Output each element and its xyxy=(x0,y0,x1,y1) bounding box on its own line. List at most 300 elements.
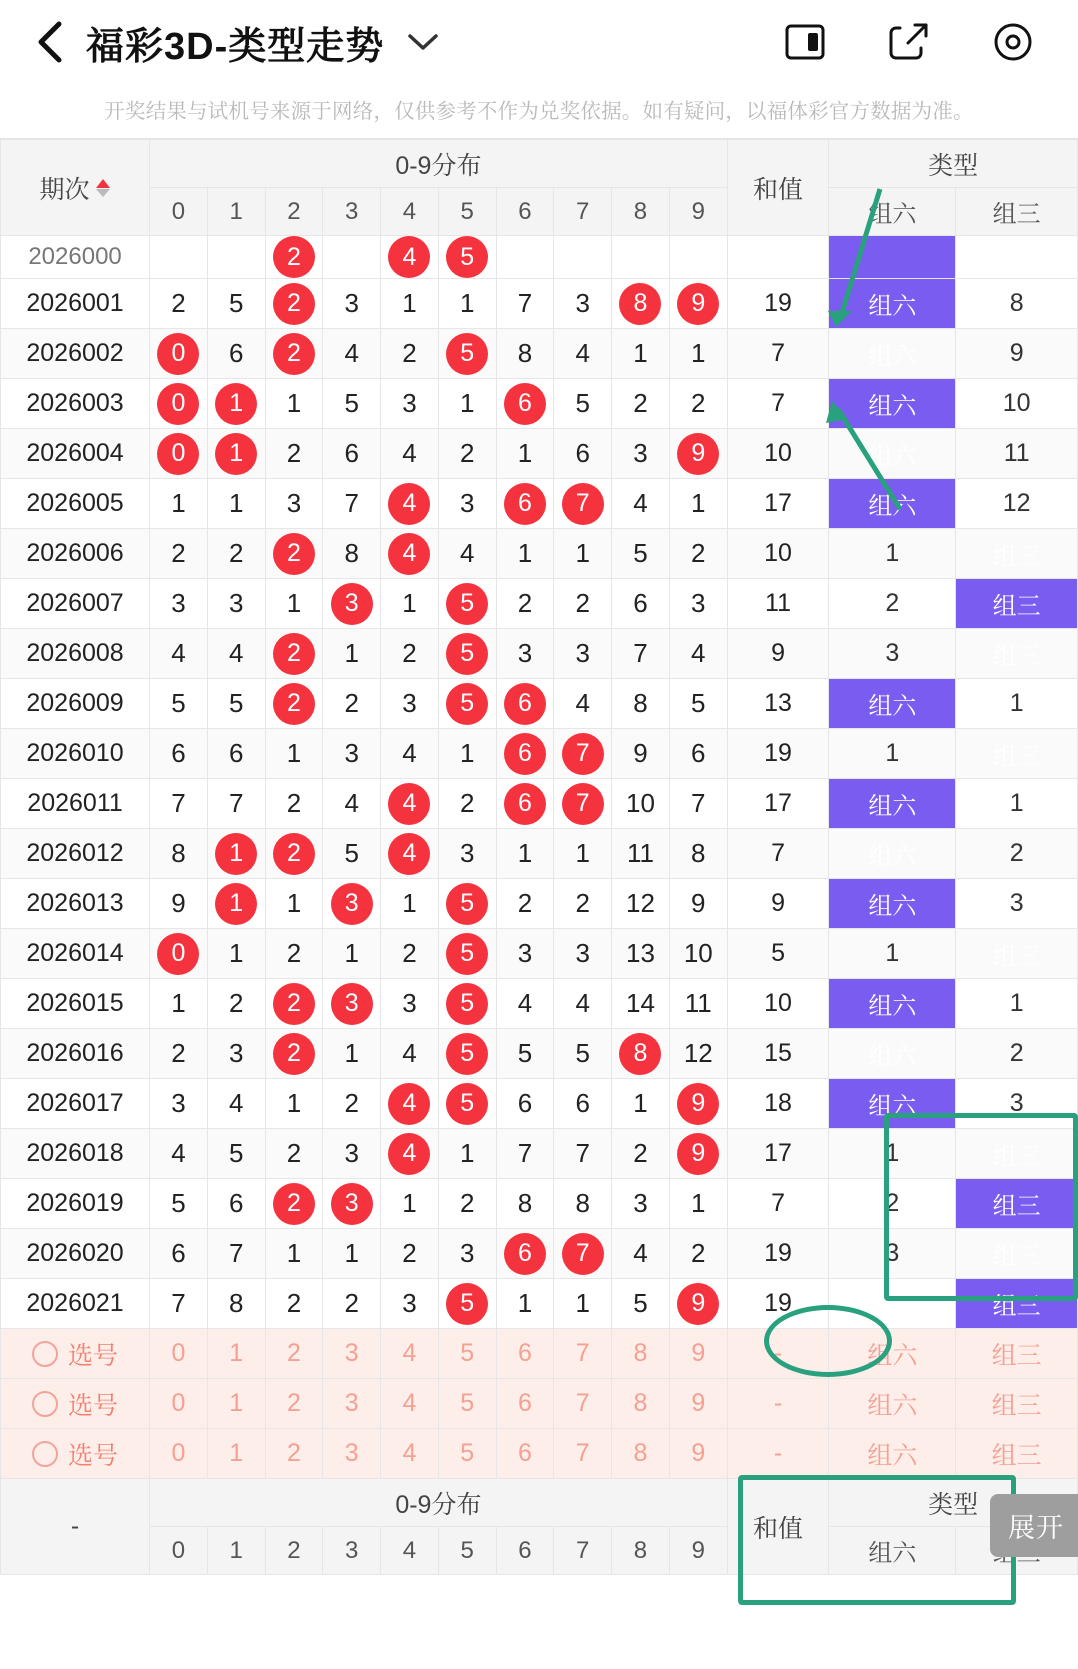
cell-digit-4: 1 xyxy=(381,579,439,629)
zu6-cell[interactable]: 组六 xyxy=(829,979,956,1029)
pick-digit-1[interactable]: 1 xyxy=(207,1429,265,1479)
pick-digit-2[interactable]: 2 xyxy=(265,1379,323,1429)
zu6-cell[interactable]: 2 xyxy=(829,579,956,629)
issue-cell: 2026008 xyxy=(1,629,150,679)
cell-digit-4 xyxy=(381,236,439,279)
pick-digit-2[interactable]: 2 xyxy=(265,1329,323,1379)
zu3-cell[interactable]: 12 xyxy=(956,479,1078,529)
cell-digit-5: 2 xyxy=(438,1179,496,1229)
table-row[interactable] xyxy=(1,1129,1078,1179)
title-dropdown-button[interactable] xyxy=(406,31,440,53)
pick-digit-1[interactable]: 1 xyxy=(207,1379,265,1429)
table-row[interactable] xyxy=(1,1179,1078,1229)
pick-digit-7[interactable]: 7 xyxy=(554,1379,612,1429)
cell-digit-6 xyxy=(496,729,554,779)
zu3-cell[interactable]: 2 xyxy=(956,829,1078,879)
table-row[interactable] xyxy=(1,1079,1078,1129)
pick-digit-9[interactable]: 9 xyxy=(669,1429,727,1479)
pick-row[interactable] xyxy=(1,1379,1078,1429)
zu3-cell[interactable]: 11 xyxy=(956,429,1078,479)
issue-cell: 2026010 xyxy=(1,729,150,779)
cell-digit-8: 4 xyxy=(612,479,670,529)
sum-cell: 7 xyxy=(727,829,829,879)
cell-digit-9: 3 xyxy=(669,579,727,629)
pick-digit-5[interactable]: 5 xyxy=(438,1329,496,1379)
cell-digit-5 xyxy=(438,1029,496,1079)
sum-cell: 13 xyxy=(727,679,829,729)
zu6-cell[interactable]: 3 xyxy=(829,1229,956,1279)
table-row[interactable] xyxy=(1,1279,1078,1329)
zu6-cell[interactable]: 3 xyxy=(829,629,956,679)
cell-digit-7: 3 xyxy=(554,929,612,979)
zu6-cell[interactable]: 2 xyxy=(829,1179,956,1229)
cell-digit-3 xyxy=(323,236,381,279)
cell-digit-1: 6 xyxy=(207,1179,265,1229)
table-row[interactable] xyxy=(1,929,1078,979)
pick-digit-4[interactable]: 4 xyxy=(381,1379,439,1429)
zu6-cell[interactable]: 1 xyxy=(829,529,956,579)
cell-digit-6: 7 xyxy=(496,279,554,329)
cell-digit-8 xyxy=(612,1029,670,1079)
pick-label: 选号 xyxy=(68,1441,119,1470)
hit-ball: 2 xyxy=(273,1033,315,1075)
cell-digit-3: 1 xyxy=(323,1229,381,1279)
cell-digit-7: 7 xyxy=(554,1129,612,1179)
digit-header-3: 3 xyxy=(323,188,381,236)
zu3-cell[interactable]: 组三 xyxy=(956,1129,1078,1179)
issue-cell: 2026012 xyxy=(1,829,150,879)
table-row[interactable] xyxy=(1,629,1078,679)
sum-cell: 17 xyxy=(727,1129,829,1179)
zu6-cell[interactable]: 组六 xyxy=(829,329,956,379)
digit-header-8: 8 xyxy=(612,188,670,236)
issue-header-cell[interactable] xyxy=(1,140,150,236)
cell-digit-4: 1 xyxy=(381,879,439,929)
cell-digit-7: 4 xyxy=(554,329,612,379)
sum-cell: 15 xyxy=(727,1029,829,1079)
zu3-cell[interactable]: 2 xyxy=(956,1029,1078,1079)
footer-digit-7: 7 xyxy=(554,1527,612,1575)
hit-ball: 8 xyxy=(619,1033,661,1075)
zu3-cell[interactable]: 组三 xyxy=(956,929,1078,979)
zu3-cell[interactable]: 3 xyxy=(956,879,1078,929)
pick-digit-7[interactable]: 7 xyxy=(554,1329,612,1379)
sum-cell: 19 xyxy=(727,279,829,329)
hit-ball: 6 xyxy=(504,733,546,775)
cell-digit-0: 4 xyxy=(150,1129,208,1179)
cell-digit-3: 1 xyxy=(323,929,381,979)
table-row[interactable] xyxy=(1,829,1078,879)
cell-digit-7: 1 xyxy=(554,1279,612,1329)
cell-digit-8: 6 xyxy=(612,579,670,629)
cell-digit-3: 2 xyxy=(323,1079,381,1129)
pick-sum-cell: - xyxy=(727,1329,829,1379)
pick-digit-6[interactable]: 6 xyxy=(496,1429,554,1479)
cell-digit-6: 4 xyxy=(496,979,554,1029)
hit-ball: 5 xyxy=(446,683,488,725)
issue-cell: 2026004 xyxy=(1,429,150,479)
cell-digit-3: 1 xyxy=(323,1029,381,1079)
zu3-cell[interactable]: 8 xyxy=(956,279,1078,329)
zu3-cell[interactable] xyxy=(956,236,1078,279)
cell-digit-8: 11 xyxy=(612,829,670,879)
zu6-cell[interactable]: 组六 xyxy=(829,1079,956,1129)
cell-digit-2 xyxy=(265,979,323,1029)
cell-digit-0: 5 xyxy=(150,679,208,729)
cell-digit-6: 6 xyxy=(496,1079,554,1129)
app-header xyxy=(0,0,1078,84)
pick-digit-8[interactable]: 8 xyxy=(612,1379,670,1429)
hit-ball: 6 xyxy=(504,683,546,725)
cell-digit-5: 3 xyxy=(438,1229,496,1279)
cell-digit-1: 2 xyxy=(207,979,265,1029)
cell-digit-2 xyxy=(265,329,323,379)
zu6-cell[interactable]: 组六 xyxy=(829,429,956,479)
hit-ball: 4 xyxy=(388,236,430,278)
pick-zu3-cell[interactable]: 组三 xyxy=(956,1379,1078,1429)
cell-digit-0 xyxy=(150,929,208,979)
cell-digit-5: 2 xyxy=(438,779,496,829)
cell-digit-3: 1 xyxy=(323,629,381,679)
footer-distribution-header: 0-9分布 xyxy=(150,1479,728,1527)
cell-digit-8: 13 xyxy=(612,929,670,979)
back-icon[interactable] xyxy=(28,20,72,64)
cell-digit-3: 5 xyxy=(323,379,381,429)
hit-ball: 5 xyxy=(446,583,488,625)
hit-ball: 4 xyxy=(388,783,430,825)
pick-zu6-cell[interactable]: 组六 xyxy=(829,1379,956,1429)
cell-digit-0: 3 xyxy=(150,1079,208,1129)
zu6-cell[interactable]: 组六 xyxy=(829,1029,956,1079)
issue-cell: 2026020 xyxy=(1,1229,150,1279)
pick-zu3-cell[interactable]: 组三 xyxy=(956,1329,1078,1379)
footer-digit-3: 3 xyxy=(323,1527,381,1575)
pick-row[interactable] xyxy=(1,1429,1078,1479)
cell-digit-7: 4 xyxy=(554,679,612,729)
zu3-cell[interactable]: 3 xyxy=(956,1079,1078,1129)
chevron-down-icon xyxy=(406,31,440,53)
zu3-cell[interactable]: 组三 xyxy=(956,529,1078,579)
issue-cell: 2026002 xyxy=(1,329,150,379)
zu3-cell[interactable]: 组三 xyxy=(956,629,1078,679)
hit-ball: 5 xyxy=(446,333,488,375)
cell-digit-6: 1 xyxy=(496,529,554,579)
cell-digit-3: 8 xyxy=(323,529,381,579)
hit-ball: 0 xyxy=(157,433,199,475)
zu6-cell[interactable] xyxy=(829,236,956,279)
cell-digit-6: 1 xyxy=(496,1279,554,1329)
table-row[interactable] xyxy=(1,479,1078,529)
digit-header-6: 6 xyxy=(496,188,554,236)
cell-digit-2: 1 xyxy=(265,379,323,429)
table-row[interactable] xyxy=(1,879,1078,929)
zu3-header: 组三 xyxy=(956,188,1078,236)
cell-digit-5 xyxy=(438,1279,496,1329)
pick-digit-0[interactable]: 0 xyxy=(150,1329,208,1379)
cell-digit-5: 1 xyxy=(438,1129,496,1179)
trend-table xyxy=(0,139,1078,1575)
cell-digit-7: 3 xyxy=(554,629,612,679)
sum-cell: 19 xyxy=(727,1279,829,1329)
hit-ball: 5 xyxy=(446,633,488,675)
pick-radio-icon[interactable] xyxy=(32,1341,58,1367)
cell-digit-1 xyxy=(207,429,265,479)
table-body xyxy=(1,236,1078,1479)
cell-digit-4 xyxy=(381,529,439,579)
table-sub-header-row xyxy=(1,188,1078,236)
pick-zu3-cell[interactable]: 组三 xyxy=(956,1429,1078,1479)
cell-digit-4 xyxy=(381,1079,439,1129)
cell-digit-9: 9 xyxy=(669,879,727,929)
pick-digit-2[interactable]: 2 xyxy=(265,1429,323,1479)
hit-ball: 3 xyxy=(331,1183,373,1225)
cell-digit-2 xyxy=(265,679,323,729)
cell-digit-6: 8 xyxy=(496,329,554,379)
table-row-clipped[interactable] xyxy=(1,236,1078,279)
cell-digit-2: 2 xyxy=(265,1279,323,1329)
zu3-cell[interactable]: 组三 xyxy=(956,579,1078,629)
cell-digit-3: 3 xyxy=(323,1129,381,1179)
cell-digit-2 xyxy=(265,529,323,579)
hit-ball: 7 xyxy=(562,1233,604,1275)
zu3-cell[interactable]: 1 xyxy=(956,679,1078,729)
trend-table-container[interactable] xyxy=(0,138,1078,1575)
cell-digit-8: 12 xyxy=(612,879,670,929)
pick-row[interactable] xyxy=(1,1329,1078,1379)
pick-digit-8[interactable]: 8 xyxy=(612,1329,670,1379)
cell-digit-2: 1 xyxy=(265,879,323,929)
share-icon[interactable] xyxy=(886,19,932,65)
zu3-cell[interactable]: 组三 xyxy=(956,1279,1078,1329)
cell-digit-0: 9 xyxy=(150,879,208,929)
zu6-cell[interactable]: 组六 xyxy=(829,779,956,829)
zu3-cell[interactable]: 1 xyxy=(956,979,1078,1029)
cell-digit-9: 2 xyxy=(669,1229,727,1279)
hit-ball: 4 xyxy=(388,1133,430,1175)
cell-digit-6: 8 xyxy=(496,1179,554,1229)
zu6-cell[interactable]: 组六 xyxy=(829,279,956,329)
zu3-cell[interactable]: 1 xyxy=(956,779,1078,829)
table-row[interactable] xyxy=(1,329,1078,379)
expand-button[interactable]: 展开 xyxy=(990,1494,1078,1557)
pick-digit-0[interactable]: 0 xyxy=(150,1379,208,1429)
sum-cell: 17 xyxy=(727,479,829,529)
zu3-cell[interactable]: 组三 xyxy=(956,729,1078,779)
pick-label-cell[interactable] xyxy=(1,1379,150,1429)
table-row[interactable] xyxy=(1,729,1078,779)
table-row[interactable] xyxy=(1,379,1078,429)
zu6-cell[interactable]: 组六 xyxy=(829,879,956,929)
cell-digit-7 xyxy=(554,779,612,829)
cell-digit-0: 6 xyxy=(150,1229,208,1279)
pick-label-cell[interactable] xyxy=(1,1429,150,1479)
table-row[interactable] xyxy=(1,279,1078,329)
pick-zu6-cell[interactable]: 组六 xyxy=(829,1329,956,1379)
sum-cell: 7 xyxy=(727,329,829,379)
cell-digit-1: 7 xyxy=(207,779,265,829)
cell-digit-0: 2 xyxy=(150,529,208,579)
table-row[interactable] xyxy=(1,679,1078,729)
cell-digit-0: 5 xyxy=(150,1179,208,1229)
zu6-cell[interactable]: 组六 xyxy=(829,679,956,729)
table-row[interactable] xyxy=(1,779,1078,829)
cell-digit-8: 5 xyxy=(612,1279,670,1329)
footer-type-header: 类型 xyxy=(829,1479,1078,1527)
cell-digit-9 xyxy=(669,236,727,279)
table-row[interactable] xyxy=(1,529,1078,579)
cell-digit-3: 5 xyxy=(323,829,381,879)
pick-digit-9[interactable]: 9 xyxy=(669,1329,727,1379)
table-row[interactable] xyxy=(1,1029,1078,1079)
cell-digit-2: 2 xyxy=(265,779,323,829)
zu6-cell[interactable]: 组六 xyxy=(829,379,956,429)
pick-digit-3[interactable]: 3 xyxy=(323,1429,381,1479)
pick-digit-7[interactable]: 7 xyxy=(554,1429,612,1479)
cell-digit-4: 2 xyxy=(381,629,439,679)
hit-ball: 3 xyxy=(331,583,373,625)
pick-sum-cell: - xyxy=(727,1379,829,1429)
issue-cell: 2026021 xyxy=(1,1279,150,1329)
zu3-cell[interactable]: 组三 xyxy=(956,1229,1078,1279)
table-row[interactable] xyxy=(1,979,1078,1029)
pick-digit-1[interactable]: 1 xyxy=(207,1329,265,1379)
pick-digit-0[interactable]: 0 xyxy=(150,1429,208,1479)
pick-digit-8[interactable]: 8 xyxy=(612,1429,670,1479)
cell-digit-1: 1 xyxy=(207,929,265,979)
cell-digit-6: 1 xyxy=(496,429,554,479)
pick-digit-4[interactable]: 4 xyxy=(381,1329,439,1379)
cell-digit-5: 1 xyxy=(438,729,496,779)
cell-digit-4: 3 xyxy=(381,979,439,1029)
cell-digit-2: 1 xyxy=(265,1079,323,1129)
sum-cell: 7 xyxy=(727,1179,829,1229)
cell-digit-6 xyxy=(496,679,554,729)
cell-digit-7: 5 xyxy=(554,379,612,429)
zu6-cell[interactable]: 1 xyxy=(829,929,956,979)
cell-digit-1: 3 xyxy=(207,579,265,629)
cell-digit-0 xyxy=(150,329,208,379)
pick-digit-3[interactable]: 3 xyxy=(323,1329,381,1379)
cell-digit-0: 1 xyxy=(150,479,208,529)
pick-digit-5[interactable]: 5 xyxy=(438,1429,496,1479)
pick-radio-icon[interactable] xyxy=(32,1391,58,1417)
cell-digit-9: 4 xyxy=(669,629,727,679)
hit-ball: 9 xyxy=(677,433,719,475)
cell-digit-6 xyxy=(496,1229,554,1279)
cell-digit-1 xyxy=(207,879,265,929)
cell-digit-7: 4 xyxy=(554,979,612,1029)
cell-digit-6: 1 xyxy=(496,829,554,879)
cell-digit-5: 2 xyxy=(438,429,496,479)
table-row[interactable] xyxy=(1,1229,1078,1279)
zu6-header: 组六 xyxy=(829,188,956,236)
cell-digit-7: 2 xyxy=(554,879,612,929)
cell-digit-0: 8 xyxy=(150,829,208,879)
zu3-cell[interactable]: 组三 xyxy=(956,1179,1078,1229)
cell-digit-9: 6 xyxy=(669,729,727,779)
hit-ball: 1 xyxy=(215,383,257,425)
hit-ball: 5 xyxy=(446,1283,488,1325)
cell-digit-0: 2 xyxy=(150,279,208,329)
cell-digit-1 xyxy=(207,829,265,879)
zu6-cell[interactable]: 1 xyxy=(829,729,956,779)
table-row[interactable] xyxy=(1,429,1078,479)
issue-cell: 2026006 xyxy=(1,529,150,579)
cell-digit-2 xyxy=(265,1029,323,1079)
cell-digit-2 xyxy=(265,1179,323,1229)
cell-digit-1: 7 xyxy=(207,1229,265,1279)
cell-digit-8: 1 xyxy=(612,1079,670,1129)
pick-digit-9[interactable]: 9 xyxy=(669,1379,727,1429)
hit-ball: 6 xyxy=(504,1233,546,1275)
cell-digit-4: 1 xyxy=(381,279,439,329)
cell-digit-7: 3 xyxy=(554,279,612,329)
pick-digit-6[interactable]: 6 xyxy=(496,1379,554,1429)
pick-digit-4[interactable]: 4 xyxy=(381,1429,439,1479)
zu6-cell[interactable]: 1 xyxy=(829,1129,956,1179)
cell-digit-1: 3 xyxy=(207,1029,265,1079)
cell-digit-9 xyxy=(669,1129,727,1179)
issue-cell: 2026005 xyxy=(1,479,150,529)
cell-digit-8: 3 xyxy=(612,429,670,479)
pick-radio-icon[interactable] xyxy=(32,1441,58,1467)
cell-digit-3: 2 xyxy=(323,1279,381,1329)
cell-digit-1: 5 xyxy=(207,1129,265,1179)
cell-digit-5 xyxy=(438,236,496,279)
cell-digit-6 xyxy=(496,779,554,829)
sum-cell: 17 xyxy=(727,779,829,829)
cell-digit-4: 2 xyxy=(381,929,439,979)
footer-sum-header: 和值 xyxy=(727,1479,829,1575)
cell-digit-3: 4 xyxy=(323,779,381,829)
cell-digit-3: 2 xyxy=(323,679,381,729)
target-icon[interactable] xyxy=(990,19,1036,65)
hit-ball: 2 xyxy=(273,236,315,278)
pick-digit-5[interactable]: 5 xyxy=(438,1379,496,1429)
pick-digit-3[interactable]: 3 xyxy=(323,1379,381,1429)
layout-panel-icon[interactable] xyxy=(782,19,828,65)
zu6-cell[interactable]: 组六 xyxy=(829,479,956,529)
table-row[interactable] xyxy=(1,579,1078,629)
cell-digit-1: 2 xyxy=(207,529,265,579)
hit-ball: 3 xyxy=(331,983,373,1025)
cell-digit-1: 6 xyxy=(207,729,265,779)
cell-digit-7: 1 xyxy=(554,529,612,579)
hit-ball: 2 xyxy=(273,333,315,375)
pick-label-cell[interactable] xyxy=(1,1329,150,1379)
pick-digit-6[interactable]: 6 xyxy=(496,1329,554,1379)
hit-ball: 7 xyxy=(562,733,604,775)
cell-digit-9 xyxy=(669,429,727,479)
hit-ball: 2 xyxy=(273,1183,315,1225)
zu6-cell[interactable]: 组六 xyxy=(829,829,956,879)
zu3-cell[interactable]: 10 xyxy=(956,379,1078,429)
hit-ball: 6 xyxy=(504,383,546,425)
sum-cell: 7 xyxy=(727,379,829,429)
cell-digit-2 xyxy=(265,829,323,879)
digit-header-9: 9 xyxy=(669,188,727,236)
pick-zu6-cell[interactable]: 组六 xyxy=(829,1429,956,1479)
zu6-cell[interactable] xyxy=(829,1279,956,1329)
cell-digit-7 xyxy=(554,236,612,279)
cell-digit-1: 8 xyxy=(207,1279,265,1329)
cell-digit-4: 2 xyxy=(381,1229,439,1279)
zu3-cell[interactable]: 9 xyxy=(956,329,1078,379)
cell-digit-9: 11 xyxy=(669,979,727,1029)
hit-ball: 5 xyxy=(446,1083,488,1125)
cell-digit-5 xyxy=(438,979,496,1029)
cell-digit-0 xyxy=(150,379,208,429)
